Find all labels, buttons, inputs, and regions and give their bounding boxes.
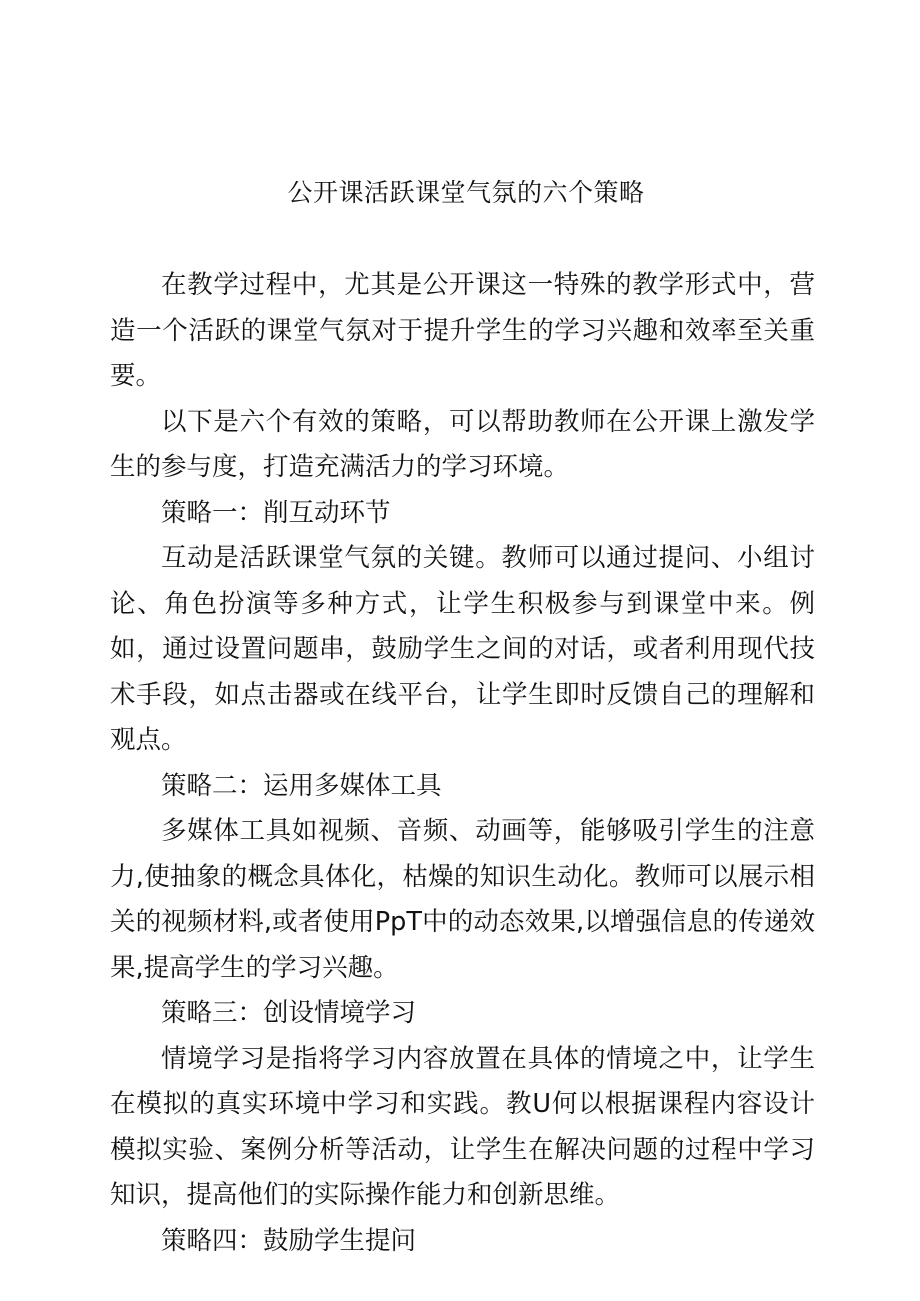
document-title: 公开课活跃课堂气氛的六个策略 [287,178,645,207]
intro-paragraph-2: 以下是六个有效的策略，可以帮助教师在公开课上激发学生的参与度，打造充满活力的学习环境。 [110,406,815,482]
strategy-2-paragraph: 多媒体工具如视频、音频、动画等，能够吸引学生的注意力,使抽象的概念具体化，枯燥的知识生动化。教师可以展示相关的视频材料,或者使用PpT中的动态效果,以增强信息的传递效果,提高学生的学习兴趣。 [110,816,815,983]
strategy-4-heading: 策略四：鼓励学生提问 [161,1225,417,1256]
strategy-3-heading: 策略三：创设情境学习 [161,998,417,1028]
strategy-1-heading: 策略一：削互动环节 [161,497,391,528]
document-body [110,263,815,1264]
strategy-1-paragraph: 互动是活跃课堂气氛的关键。教师可以通过提问、小组讨论、角色扮演等多种方式，让学生积极参与到课堂中来。例如，通过设置问题串，鼓励学生之间的对话，或者利用现代技术手段，如点击器或在线平台，让学生即时反馈自己的理解和观点。 [110,543,815,755]
intro-paragraph: 在教学过程中，尤其是公开课这一特殊的教学形式中，营造一个活跃的课堂气氛对于提升学生的学习兴趣和效率至关重要。 [110,270,815,391]
strategy-3-paragraph: 情境学习是指将学习内容放置在具体的情境之中，让学生在模拟的真实环境中学习和实践。教U何以根据课程内容设计模拟实验、案例分析等活动，让学生在解决问题的过程中学习知识，提高他们的实际操作能力和创新思维。 [110,1043,815,1210]
strategy-2-heading: 策略二：运用多媒体工具 [161,770,442,801]
